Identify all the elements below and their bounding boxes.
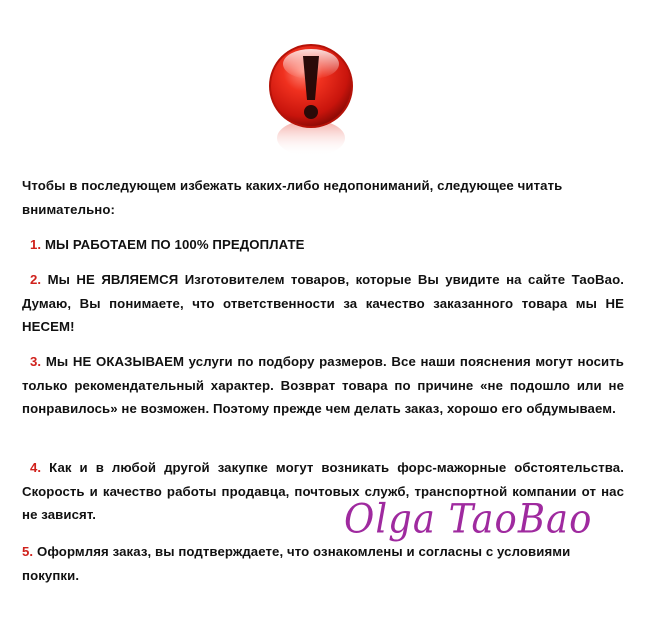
rule-text: МЫ РАБОТАЕМ ПО 100% ПРЕДОПЛАТЕ: [44, 237, 305, 252]
rule-number: 3.: [30, 354, 42, 369]
rule-number: 2.: [30, 272, 42, 287]
rule-1: [30, 233, 624, 257]
rule-3: [22, 350, 624, 421]
rule-number: 4.: [30, 460, 42, 475]
rule-2: [22, 268, 624, 339]
rule-number: 5.: [22, 544, 34, 559]
rule-text: Как и в любой другой закупке могут возникать форс-мажорные обстоятельства. Скорость и качество работы продавца, почтовых служб, транспортной компании от нас не зависят.: [22, 460, 624, 522]
rule-text: Мы НЕ ОКАЗЫВАЕМ услуги по подбору размеров. Все наши пояснения могут носить только рекомендательный характер. Возврат товара по причине «не подошло или не понравилось» не возможен. Поэтому прежде чем делать заказ, хорошо его обдумываем.: [22, 354, 624, 416]
watermark: Olga TaoBao: [344, 496, 593, 543]
rule-5: [22, 540, 624, 587]
rule-text: Мы НЕ ЯВЛЯЕМСЯ Изготовителем товаров, которые Вы увидите на сайте ТаоВао. Думаю, Вы понимаете, что ответственности за качество заказанного товара мы НЕ НЕСЕМ!: [22, 272, 625, 334]
intro-text: Чтобы в последующем избежать каких-либо недопониманий, следующее читать внимательно:: [22, 178, 563, 217]
rule-number: 1.: [30, 237, 42, 252]
exclamation-warning-icon: [266, 42, 356, 162]
rule-text: Оформляя заказ, вы подтверждаете, что ознакомлены и согласны с условиями покупки.: [22, 544, 571, 583]
